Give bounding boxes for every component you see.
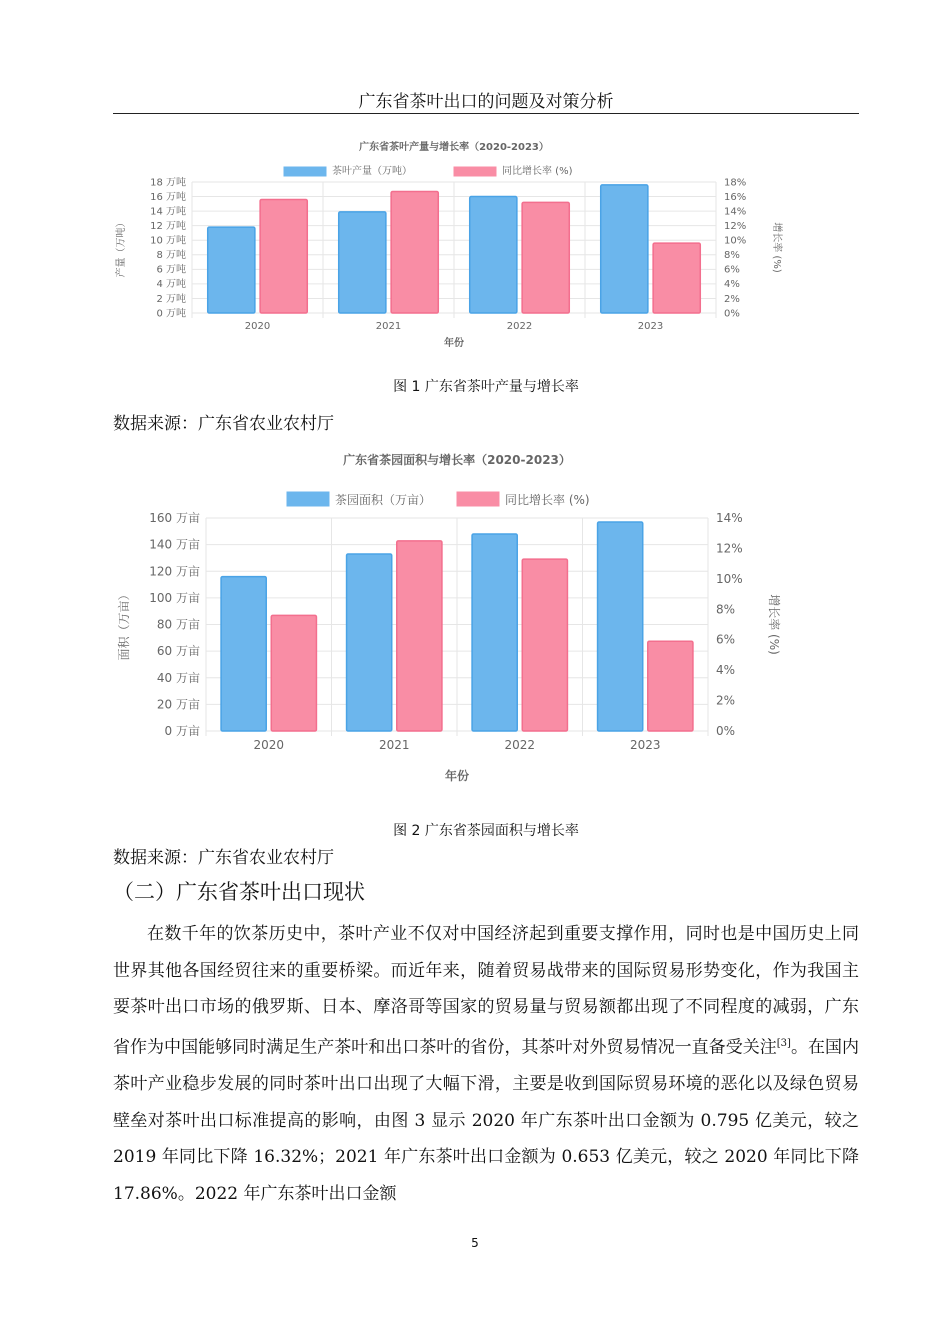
value-bar bbox=[221, 577, 266, 731]
y2-tick-label: 14% bbox=[716, 511, 743, 525]
x-tick-label: 2022 bbox=[504, 738, 536, 752]
y2-axis-title: 增长率 (%) bbox=[771, 222, 782, 273]
y2-tick-label: 16% bbox=[724, 191, 747, 203]
x-axis-title: 年份 bbox=[444, 769, 470, 783]
y2-tick-label: 10% bbox=[716, 571, 743, 586]
growth-rate-bar bbox=[397, 541, 442, 731]
y2-axis-title: 增长率 (%) bbox=[767, 594, 781, 655]
growth-rate-bar bbox=[648, 641, 693, 731]
legend-label: 同比增长率 (%) bbox=[505, 493, 590, 507]
x-tick-label: 2021 bbox=[375, 321, 402, 332]
growth-rate-bar bbox=[522, 559, 567, 731]
y2-tick-label: 8% bbox=[716, 602, 736, 617]
figure-1-chart bbox=[110, 132, 810, 354]
x-tick-label: 2023 bbox=[637, 321, 664, 332]
value-bar bbox=[339, 212, 386, 313]
legend-label: 茶园面积（万亩） bbox=[335, 493, 432, 507]
citation-marker: [3] bbox=[776, 1037, 791, 1049]
y-tick-label: 16 万吨 bbox=[150, 191, 186, 203]
y-tick-label: 4 万吨 bbox=[156, 279, 186, 291]
y2-tick-label: 6% bbox=[724, 264, 740, 276]
y2-tick-label: 10% bbox=[724, 235, 747, 247]
y2-tick-label: 12% bbox=[724, 221, 747, 232]
figure-1-caption: 图 1 广东省茶叶产量与增长率 bbox=[393, 379, 579, 395]
legend-swatch bbox=[284, 167, 326, 176]
value-bar bbox=[470, 197, 517, 313]
y-axis-title: 产量（万吨） bbox=[116, 217, 127, 278]
y-tick-label: 40 万亩 bbox=[156, 670, 200, 685]
y-tick-label: 100 万亩 bbox=[149, 590, 200, 605]
y2-tick-label: 14% bbox=[724, 206, 747, 218]
chart-title: 广东省茶园面积与增长率（2020-2023） bbox=[343, 453, 571, 467]
y2-tick-label: 2% bbox=[724, 293, 740, 305]
figure-1-source: 数据来源：广东省农业农村厅 bbox=[113, 414, 334, 434]
y-tick-label: 160 万亩 bbox=[149, 511, 200, 525]
x-tick-label: 2023 bbox=[629, 738, 661, 752]
value-bar bbox=[208, 227, 255, 313]
y-tick-label: 14 万吨 bbox=[150, 206, 186, 218]
y2-tick-label: 0% bbox=[724, 308, 740, 320]
y-tick-label: 6 万吨 bbox=[156, 264, 186, 276]
figure-2-chart bbox=[110, 446, 810, 788]
x-tick-label: 2020 bbox=[253, 738, 285, 752]
y-tick-label: 60 万亩 bbox=[156, 644, 200, 659]
y2-tick-label: 4% bbox=[724, 279, 740, 291]
growth-rate-bar bbox=[522, 202, 569, 313]
y-tick-label: 8 万吨 bbox=[156, 250, 186, 262]
value-bar bbox=[598, 522, 643, 731]
y-tick-label: 0 万亩 bbox=[164, 724, 200, 738]
figure-2-source: 数据来源：广东省农业农村厅 bbox=[113, 848, 334, 868]
value-bar bbox=[347, 554, 392, 731]
value-bar bbox=[601, 185, 648, 313]
x-tick-label: 2020 bbox=[244, 321, 271, 332]
page-number: 5 bbox=[471, 1236, 479, 1250]
legend-swatch bbox=[454, 167, 496, 176]
legend-label: 同比增长率 (%) bbox=[502, 166, 573, 177]
y2-tick-label: 4% bbox=[716, 663, 736, 678]
body-paragraph bbox=[113, 916, 859, 1212]
y-tick-label: 0 万吨 bbox=[156, 308, 186, 320]
y-tick-label: 10 万吨 bbox=[150, 235, 186, 247]
x-axis-title: 年份 bbox=[444, 338, 464, 349]
paragraph-text-part-1: 在数千年的饮茶历史中，茶叶产业不仅对中国经济起到重要支撑作用，同时也是中国历史上同世界其他各国经贸往来的重要桥梁。而近年来，随着贸易战带来的国际贸易形势变化，作为我国主要茶叶出口市场的俄罗斯、日本、摩洛哥等国家的贸易量与贸易额都出现了不同程度的减弱，广东省作为中国能够同时满足生产茶叶和出口茶叶的省份，其茶叶对外贸易情况一直备受关注 bbox=[113, 924, 859, 1058]
y2-tick-label: 6% bbox=[716, 632, 736, 647]
section-heading: （二）广东省茶叶出口现状 bbox=[113, 880, 365, 904]
y2-tick-label: 0% bbox=[716, 724, 736, 738]
legend-swatch bbox=[287, 492, 329, 506]
running-header: 广东省茶叶出口的问题及对策分析 bbox=[358, 92, 614, 112]
growth-rate-bar bbox=[271, 615, 316, 731]
y2-tick-label: 8% bbox=[724, 250, 740, 262]
y-axis-title: 面积（万亩） bbox=[117, 588, 131, 661]
chart-title: 广东省茶叶产量与增长率（2020-2023） bbox=[359, 142, 549, 153]
legend-swatch bbox=[457, 492, 499, 506]
value-bar bbox=[472, 534, 517, 731]
growth-rate-bar bbox=[653, 243, 700, 313]
paragraph-text-part-2: 。在国内茶叶产业稳步发展的同时茶叶出口出现了大幅下滑，主要是收到国际贸易环境的恶化以及绿色贸易壁垒对茶叶出口标准提高的影响，由图 3 显示 2020 年广东茶叶出口金额为 0.795 亿美元，较之 2019 年同比下降 16.32%；2021 年广东茶叶出口金额为 0.653 亿美元，较之 2020 年同比下降 17.86%。2022 年广东茶叶出口金额 bbox=[113, 1037, 859, 1204]
y-tick-label: 18 万吨 bbox=[150, 177, 186, 189]
legend-label: 茶叶产量（万吨） bbox=[332, 166, 412, 177]
y-tick-label: 12 万吨 bbox=[150, 221, 186, 232]
x-tick-label: 2021 bbox=[378, 738, 410, 752]
y-tick-label: 20 万亩 bbox=[156, 697, 200, 712]
figure-2-caption: 图 2 广东省茶园面积与增长率 bbox=[393, 823, 579, 839]
y-tick-label: 120 万亩 bbox=[149, 564, 200, 579]
y-tick-label: 80 万亩 bbox=[156, 617, 200, 632]
growth-rate-bar bbox=[391, 191, 438, 313]
growth-rate-bar bbox=[260, 199, 307, 313]
header-rule bbox=[113, 113, 859, 114]
y-tick-label: 140 万亩 bbox=[149, 537, 200, 552]
x-tick-label: 2022 bbox=[506, 321, 533, 332]
y2-tick-label: 18% bbox=[724, 177, 747, 189]
y-tick-label: 2 万吨 bbox=[156, 293, 186, 305]
y2-tick-label: 12% bbox=[716, 541, 743, 556]
y2-tick-label: 2% bbox=[716, 693, 736, 708]
